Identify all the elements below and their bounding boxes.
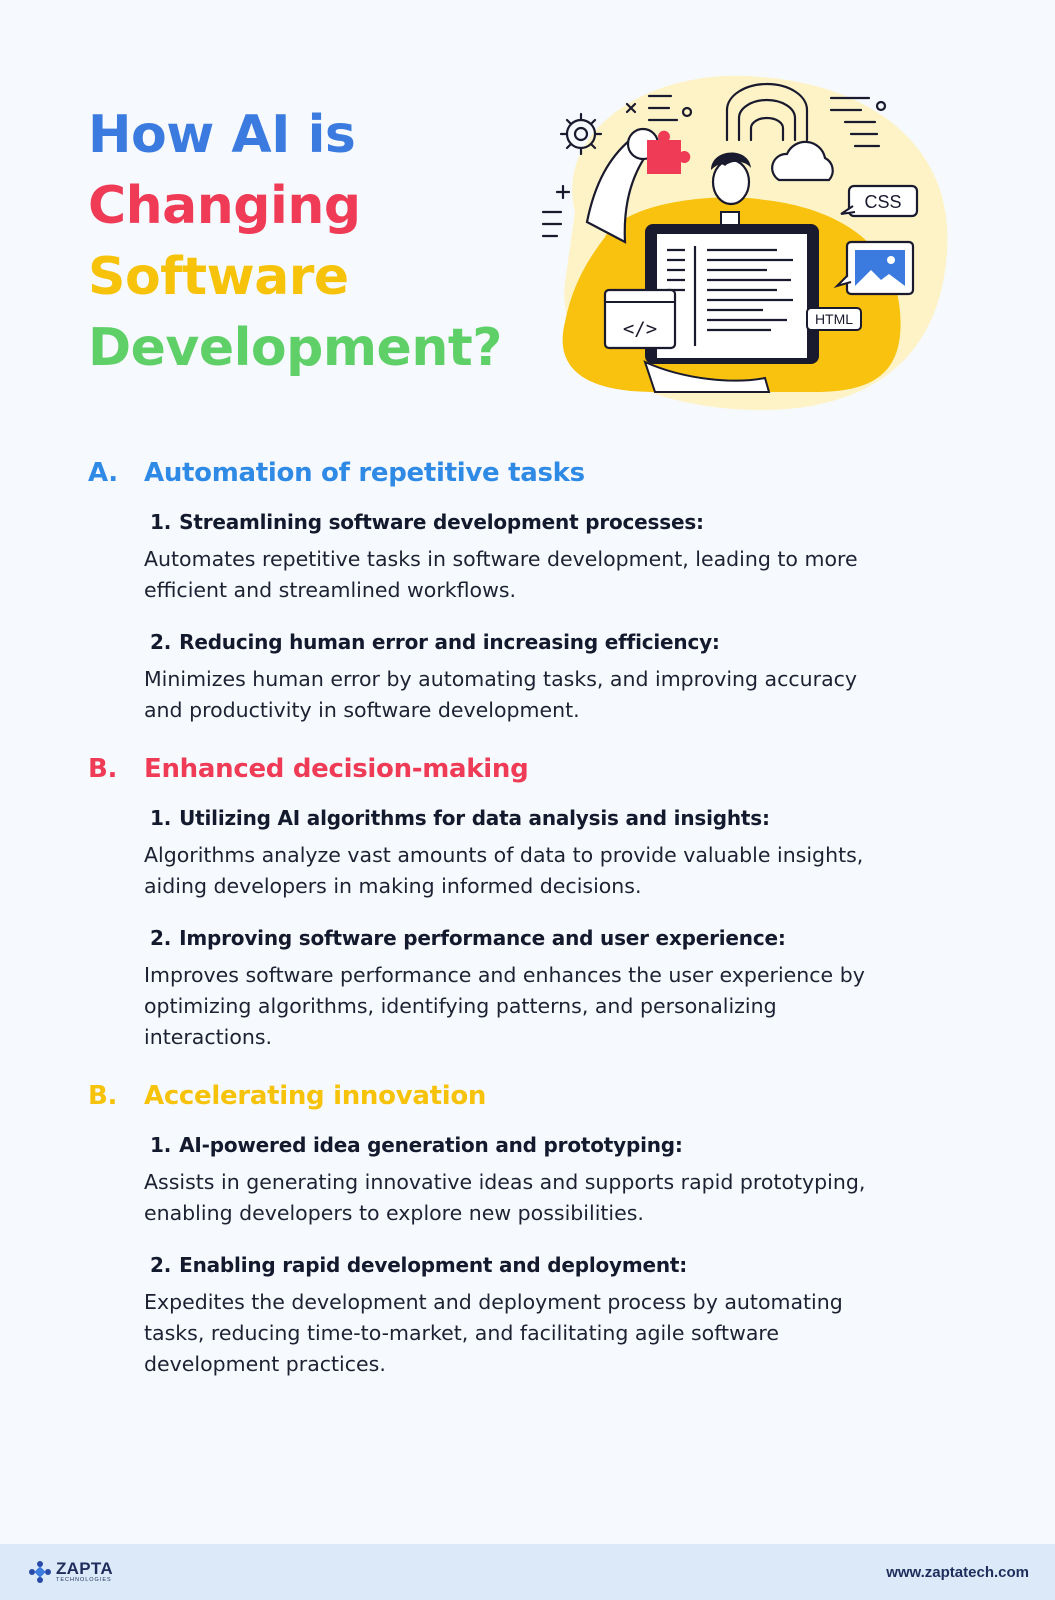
- item-number: 1.: [150, 806, 172, 830]
- section-letter: B.: [88, 1081, 118, 1111]
- section: [88, 456, 978, 726]
- title-line-4: Development?: [88, 318, 502, 378]
- item-heading: [150, 508, 978, 536]
- list-item: [144, 1251, 978, 1380]
- section-heading: [88, 456, 978, 490]
- html-label: HTML: [814, 311, 854, 327]
- item-title: Enabling rapid development and deployment:: [179, 1253, 688, 1277]
- item-title: AI-powered idea generation and prototyping:: [179, 1133, 683, 1157]
- title-line-1: How AI is: [88, 105, 356, 165]
- item-description: Improves software performance and enhances the user experience by optimizing algorithms, identifying patterns, and personalizing interactions.: [144, 963, 865, 1049]
- item-description: Minimizes human error by automating tasks, and improving accuracy and productivity in software development.: [144, 667, 858, 722]
- item-number: 2.: [150, 926, 172, 950]
- section-letter: B.: [88, 754, 118, 784]
- code-label: </>: [622, 318, 658, 340]
- list-item: [144, 1131, 978, 1229]
- item-heading: [150, 628, 978, 656]
- list-item: [144, 628, 978, 726]
- page-title: [88, 100, 502, 384]
- item-number: 1.: [150, 510, 172, 534]
- list-item: [144, 924, 978, 1053]
- item-heading: [150, 804, 978, 832]
- title-line-2: Changing: [88, 176, 361, 236]
- zapta-logo[interactable]: [28, 1560, 113, 1584]
- logo-name: ZAPTA: [56, 1559, 113, 1579]
- item-description: Algorithms analyze vast amounts of data to provide valuable insights, aiding developers in making informed decisions.: [144, 843, 864, 898]
- section: [88, 1079, 978, 1380]
- title-line-3: Software: [88, 247, 349, 307]
- item-heading: [150, 1131, 978, 1159]
- item-title: Improving software performance and user experience:: [179, 926, 786, 950]
- footer: [0, 1544, 1055, 1600]
- section-title: Enhanced decision-making: [144, 754, 529, 784]
- zapta-logo-icon: [28, 1560, 52, 1584]
- css-label: CSS: [864, 192, 902, 212]
- developer-illustration: [535, 62, 965, 422]
- item-number: 1.: [150, 1133, 172, 1157]
- item-heading: [150, 1251, 978, 1279]
- item-heading: [150, 924, 978, 952]
- list-item: [144, 508, 978, 606]
- list-item: [144, 804, 978, 902]
- logo-subtitle: TECHNOLOGIES: [56, 1577, 112, 1584]
- item-description: Assists in generating innovative ideas and supports rapid prototyping, enabling developers to explore new possibilities.: [144, 1170, 866, 1225]
- item-description: Expedites the development and deployment process by automating tasks, reducing time-to-market, and facilitating agile software development practices.: [144, 1290, 843, 1376]
- item-description: Automates repetitive tasks in software development, leading to more efficient and streamlined workflows.: [144, 547, 858, 602]
- item-number: 2.: [150, 1253, 172, 1277]
- item-title: Reducing human error and increasing efficiency:: [179, 630, 720, 654]
- section-letter: A.: [88, 458, 118, 488]
- section-heading: [88, 1079, 978, 1113]
- sections-list: [88, 456, 978, 1406]
- item-title: Streamlining software development processes:: [179, 510, 704, 534]
- section-title: Automation of repetitive tasks: [144, 458, 585, 488]
- section: [88, 752, 978, 1053]
- item-title: Utilizing AI algorithms for data analysis and insights:: [179, 806, 770, 830]
- website-link[interactable]: www.zaptatech.com: [886, 1563, 1029, 1581]
- section-title: Accelerating innovation: [144, 1081, 487, 1111]
- section-heading: [88, 752, 978, 786]
- item-number: 2.: [150, 630, 172, 654]
